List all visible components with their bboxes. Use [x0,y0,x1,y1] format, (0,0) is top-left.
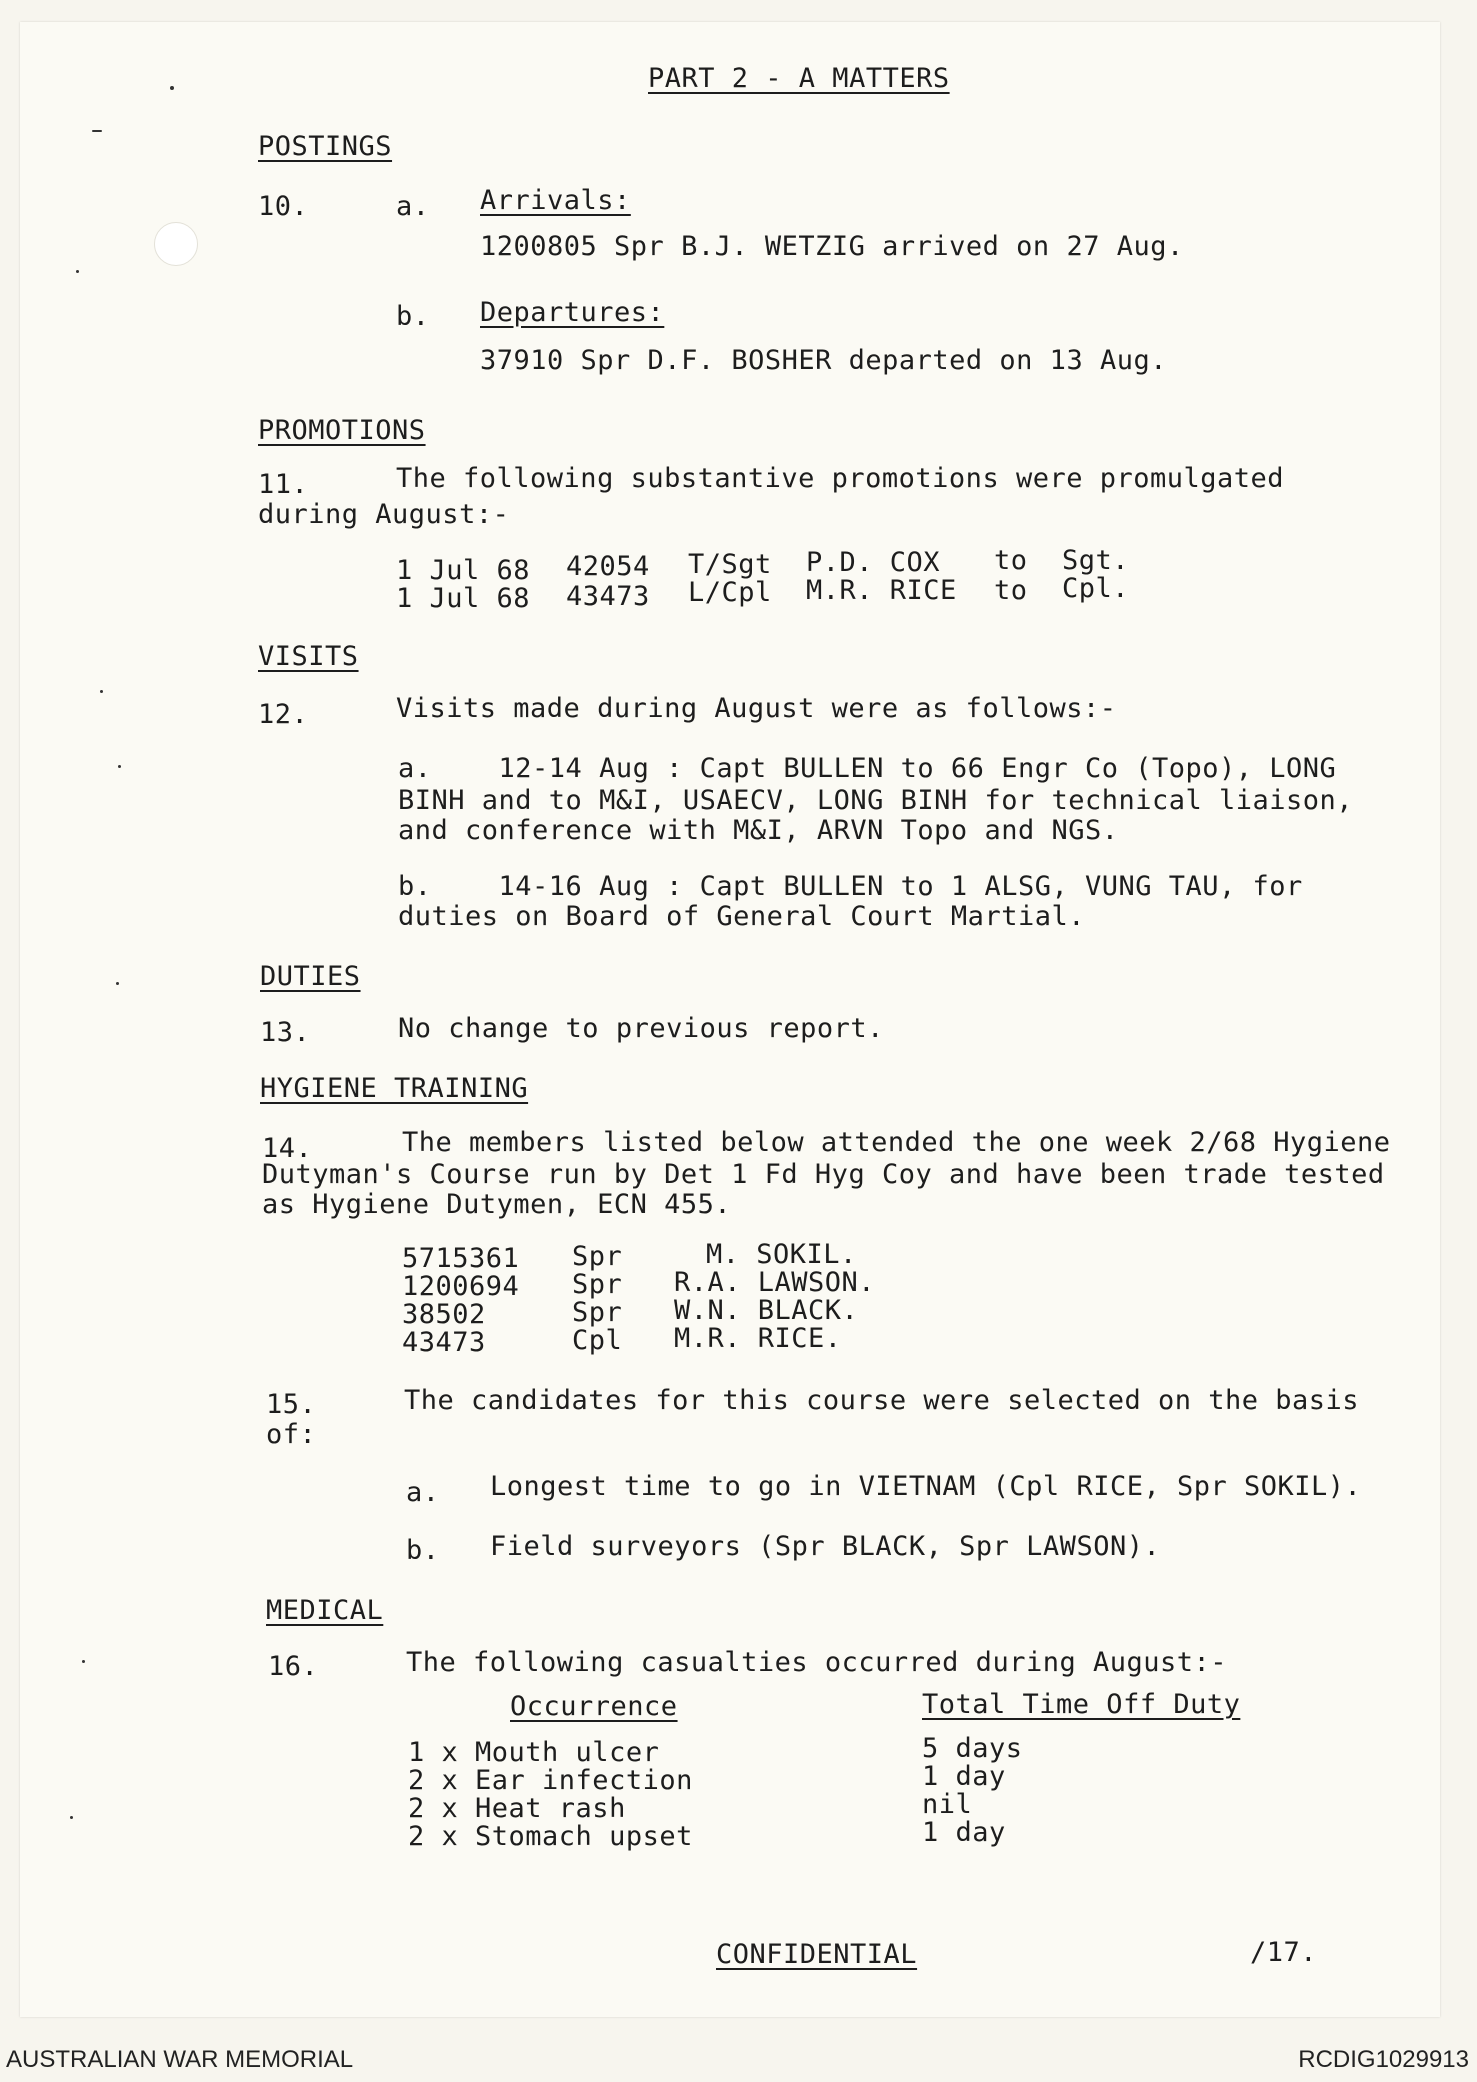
archive-name: AUSTRALIAN WAR MEMORIAL [6,2046,354,2073]
table-cell: Spr [572,1241,623,1272]
visit-line: duties on Board of General Court Martial. [398,901,1085,932]
speck [118,765,121,768]
punch-hole [154,222,198,266]
hygiene-text: The members listed below attended the one week 2/68 Hygiene [402,1127,1391,1158]
table-cell: M. SOKIL. [706,1239,857,1270]
table-cell: to [994,545,1028,576]
table-cell: nil [922,1789,973,1820]
table-cell: to [994,575,1028,606]
promotions-text: during August:- [258,499,510,530]
speck [76,270,79,273]
visit-line: and conference with M&I, ARVN Topo and NGS. [398,815,1119,846]
para-number: 15. [266,1389,317,1420]
duties-heading: DUTIES [260,961,361,992]
table-cell: M.R. RICE. [674,1323,842,1354]
para-number: 13. [260,1017,311,1048]
medical-intro: The following casualties occurred during August:- [406,1647,1228,1678]
visits-heading: VISITS [258,641,359,672]
speck [82,1660,85,1663]
page-title: PART 2 - A MATTERS [648,63,950,94]
departures-text: 37910 Spr D.F. BOSHER departed on 13 Aug. [480,345,1167,376]
table-cell: 2 x Ear infection [408,1765,693,1796]
table-cell: Spr [572,1297,623,1328]
medical-heading: MEDICAL [266,1595,384,1626]
sub-label: b. [396,301,430,332]
visit-line: a. 12-14 Aug : Capt BULLEN to 66 Engr Co (Topo), LONG [398,753,1337,784]
speck [170,86,174,90]
table-cell: 43473 [566,581,650,612]
next-page-marker: /17. [1250,1937,1318,1968]
hygiene-text: as Hygiene Dutymen, ECN 455. [262,1189,732,1220]
visit-line: BINH and to M&I, USAECV, LONG BINH for technical liaison, [398,785,1354,816]
speck [116,982,119,985]
column-header: Total Time Off Duty [922,1689,1241,1720]
hygiene-text: Longest time to go in VIETNAM (Cpl RICE, Spr SOKIL). [490,1471,1362,1502]
sub-label: a. [406,1477,440,1508]
table-cell: P.D. COX [806,547,941,578]
visits-intro: Visits made during August were as follows:- [396,693,1117,724]
speck [70,1816,73,1819]
promotions-text: The following substantive promotions were promulgated [396,463,1285,494]
duties-text: No change to previous report. [398,1013,884,1044]
hygiene-text: of: [266,1419,317,1450]
hygiene-heading: HYGIENE TRAINING [260,1073,529,1104]
visit-line: b. 14-16 Aug : Capt BULLEN to 1 ALSG, VUNG TAU, for [398,871,1303,902]
sub-label: b. [406,1535,440,1566]
hygiene-text: Dutyman's Course run by Det 1 Fd Hyg Coy and have been trade tested [262,1159,1385,1190]
table-cell: 2 x Stomach upset [408,1821,693,1852]
column-header: Occurrence [510,1691,678,1722]
departures-heading: Departures: [480,297,665,328]
table-cell: 2 x Heat rash [408,1793,626,1824]
archive-id: RCDIG1029913 [1298,2046,1469,2073]
table-cell: 1 Jul 68 [396,583,531,614]
table-cell: Sgt. [1062,545,1130,576]
table-cell: T/Sgt [688,549,772,580]
table-cell: 43473 [402,1327,486,1358]
hygiene-text: Field surveyors (Spr BLACK, Spr LAWSON). [490,1531,1161,1562]
table-cell: 5 days [922,1733,1023,1764]
para-number: 16. [268,1651,319,1682]
table-cell: W.N. BLACK. [674,1295,859,1326]
table-cell: Cpl. [1062,573,1130,604]
arrivals-text: 1200805 Spr B.J. WETZIG arrived on 27 Aug. [480,231,1184,262]
hygiene-text: The candidates for this course were selected on the basis [404,1385,1360,1416]
table-cell: 1200694 [402,1271,520,1302]
table-cell: Cpl [572,1325,623,1356]
promotions-heading: PROMOTIONS [258,415,426,446]
table-cell: R.A. LAWSON. [674,1267,876,1298]
postings-heading: POSTINGS [258,131,393,162]
table-cell: 38502 [402,1299,486,1330]
para-number: 14. [262,1133,313,1164]
table-cell: M.R. RICE [806,575,957,606]
table-cell: 1 day [922,1817,1006,1848]
table-cell: 1 x Mouth ulcer [408,1737,660,1768]
speck [100,690,103,693]
table-cell: Spr [572,1269,623,1300]
sub-label: a. [396,191,430,222]
table-cell: 1 day [922,1761,1006,1792]
table-cell: 42054 [566,551,650,582]
table-cell: L/Cpl [688,577,772,608]
para-number: 10. [258,191,309,222]
table-cell: 5715361 [402,1243,520,1274]
arrivals-heading: Arrivals: [480,185,631,216]
speck [92,130,102,132]
para-number: 11. [258,469,309,500]
classification-label: CONFIDENTIAL [716,1939,918,1970]
para-number: 12. [258,699,309,730]
table-cell: 1 Jul 68 [396,555,531,586]
